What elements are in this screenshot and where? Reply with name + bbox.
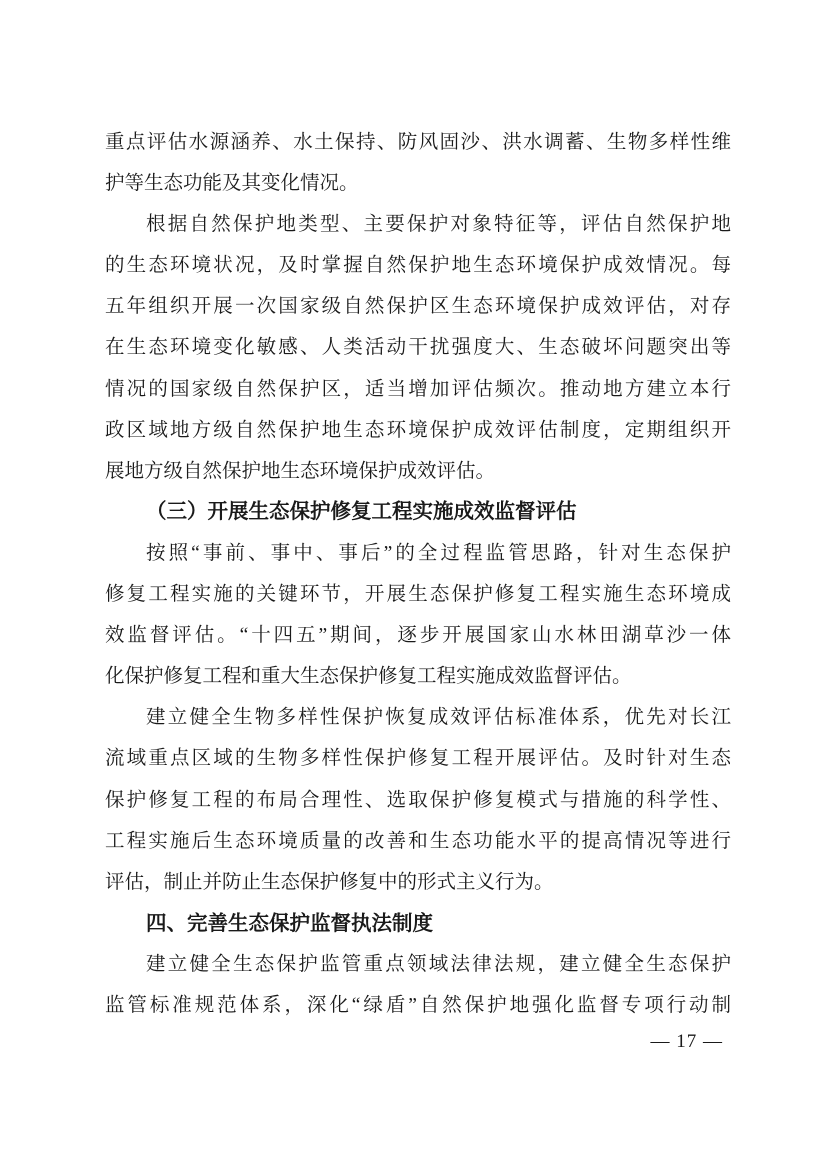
text-line: 展地方级自然保护地生态环境保护成效评估。 (105, 460, 496, 482)
document-text-block (105, 122, 731, 1026)
text-line: 工程实施后生态环境质量的改善和生态功能水平的提高情况等进行 (105, 830, 731, 852)
text-line: 在生态环境变化敏感、人类活动干扰强度大、生态破坏问题突出等 (105, 337, 731, 359)
text-line: 根据自然保护地类型、主要保护对象特征等，评估自然保护地 (146, 214, 731, 236)
section-heading: （三）开展生态保护修复工程实施成效监督评估 (146, 500, 577, 523)
text-line: 重点评估水源涵养、水土保持、防风固沙、洪水调蓄、生物多样性维 (105, 132, 731, 153)
chapter-heading: 四、完善生态保护监督执法制度 (146, 911, 433, 935)
text-line: 保护修复工程的布局合理性、选取保护修复模式与措施的科学性、 (105, 789, 731, 811)
text-line: 流域重点区域的生物多样性保护修复工程开展评估。及时针对生态 (105, 748, 731, 770)
text-line: 按照“事前、事中、事后”的全过程监管思路，针对生态保护 (146, 542, 731, 564)
text-line: 情况的国家级自然保护区，适当增加评估频次。推动地方建立本行 (105, 378, 731, 400)
text-line: 效监督评估。“十四五”期间，逐步开展国家山水林田湖草沙一体 (105, 625, 731, 647)
text-line: 的生态环境状况，及时掌握自然保护地生态环境保护成效情况。每 (105, 255, 731, 277)
text-line: 护等生态功能及其变化情况。 (105, 173, 359, 195)
text-line: 政区域地方级自然保护地生态环境保护成效评估制度，定期组织开 (105, 419, 731, 441)
page-number: — 17 — (650, 1031, 723, 1052)
text-line: 监管标准规范体系，深化“绿盾”自然保护地强化监督专项行动制 (105, 994, 731, 1016)
text-line: 评估，制止并防止生态保护修复中的形式主义行为。 (105, 871, 554, 893)
text-line: 化保护修复工程和重大生态保护修复工程实施成效监督评估。 (105, 666, 632, 688)
text-line: 建立健全生态保护监管重点领域法律法规，建立健全生态保护 (146, 953, 731, 975)
text-line: 建立健全生物多样性保护恢复成效评估标准体系，优先对长江 (146, 707, 731, 729)
text-line: 五年组织开展一次国家级自然保护区生态环境保护成效评估，对存 (105, 296, 731, 318)
text-line: 修复工程实施的关键环节，开展生态保护修复工程实施生态环境成 (105, 584, 731, 606)
